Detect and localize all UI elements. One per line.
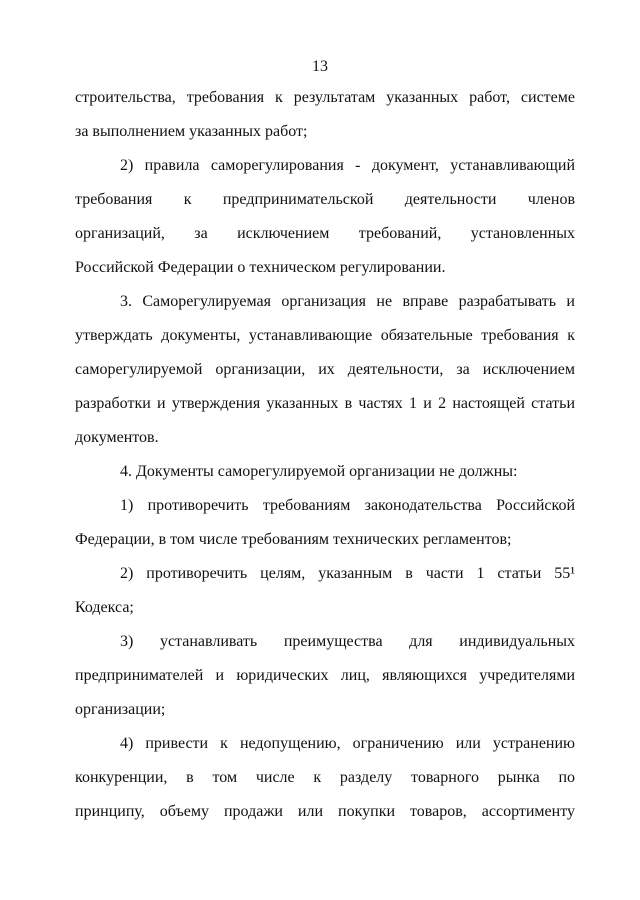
text-line: саморегулируемой организации, их деятельности, за исключением (75, 361, 575, 378)
text-line: строительства, требования к результатам указанных работ, системе (75, 89, 575, 106)
text-line: 3) устанавливать преимущества для индивидуальных (120, 633, 575, 650)
text-line: 4. Документы саморегулируемой организации не должны: (120, 463, 518, 480)
text-line: разработки и утверждения указанных в частях 1 и 2 настоящей статьи (75, 395, 575, 412)
text-line: организаций, за исключением требований, установленных (75, 225, 575, 242)
text-line: 2) противоречить целям, указанным в части 1 статьи 55¹ (120, 565, 575, 582)
text-line: Российской Федерации о техническом регулировании. (75, 259, 446, 276)
text-line: 3. Саморегулируемая организация не вправе разрабатывать и (120, 293, 575, 310)
text-line: документов. (75, 429, 159, 446)
page-number: 13 (312, 58, 328, 75)
document-body (75, 81, 575, 829)
text-line: Федерации, в том числе требованиям технических регламентов; (75, 531, 512, 548)
text-line: 2) правила саморегулирования - документ, устанавливающий (120, 157, 575, 174)
text-line: конкуренции, в том числе к разделу товарного рынка по (75, 769, 575, 786)
text-line: 4) привести к недопущению, ограничению или устранению (120, 735, 575, 752)
text-line: требования к предпринимательской деятельности членов (75, 191, 575, 208)
text-line: 1) противоречить требованиям законодательства Российской (120, 497, 575, 514)
text-line: предпринимателей и юридических лиц, являющихся учредителями (75, 667, 575, 684)
text-line: за выполнением указанных работ; (75, 123, 308, 140)
text-line: принципу, объему продажи или покупки товаров, ассортименту (75, 803, 575, 820)
text-line: организации; (75, 701, 166, 718)
text-line: утверждать документы, устанавливающие обязательные требования к (75, 327, 575, 344)
text-line: Кодекса; (75, 599, 134, 616)
